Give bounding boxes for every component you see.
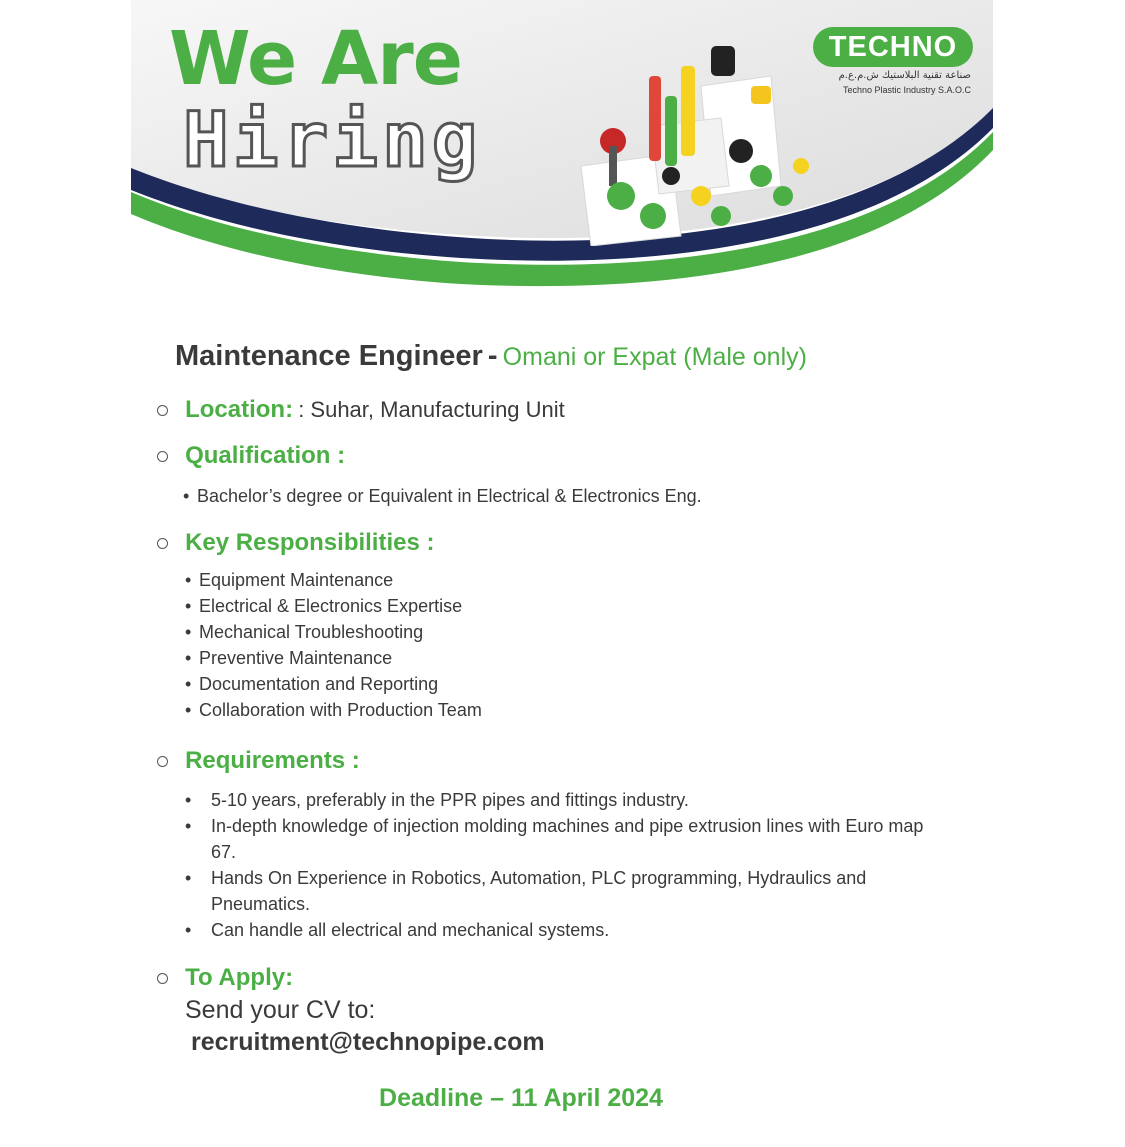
requirements-section — [157, 747, 360, 775]
list-item: • Equipment Maintenance — [185, 567, 482, 593]
job-title: Maintenance Engineer — [175, 340, 483, 372]
qualification-list — [183, 483, 702, 509]
bullet-dot-icon: • — [183, 486, 190, 506]
techno-logo — [813, 27, 973, 67]
list-item: • Hands On Experience in Robotics, Automation, PLC programming, Hydraulics and Pneumatics. — [185, 865, 931, 917]
circle-bullet-icon — [157, 405, 168, 416]
responsibilities-section — [157, 529, 435, 557]
logo-arabic-name: صناعة تقنية البلاستيك ش.م.ع.م — [838, 70, 971, 81]
requirements-label: Requirements : — [185, 747, 360, 774]
bullet-dot-icon: • — [185, 570, 192, 590]
headline-we-are: We Are — [169, 16, 462, 102]
qualification-section — [157, 442, 345, 470]
apply-instruction: Send your CV to: — [185, 996, 376, 1024]
bullet-dot-icon: • — [185, 596, 192, 616]
bullet-dot-icon: • — [185, 674, 192, 694]
job-title-line — [175, 340, 807, 373]
bullet-dot-icon: • — [185, 920, 192, 940]
bullet-dot-icon: • — [185, 816, 192, 836]
hiring-poster — [131, 0, 993, 1147]
circle-bullet-icon — [157, 973, 168, 984]
list-item: • 5-10 years, preferably in the PPR pipes and fittings industry. — [185, 787, 931, 813]
responsibilities-label: Key Responsibilities : — [185, 529, 435, 556]
bullet-dot-icon: • — [185, 700, 192, 720]
list-item: • Electrical & Electronics Expertise — [185, 593, 482, 619]
location-value: : Suhar, Manufacturing Unit — [298, 397, 565, 422]
apply-label: To Apply: — [185, 964, 294, 991]
apply-email-link[interactable]: recruitment@technopipe.com — [191, 1028, 545, 1056]
pipe-fittings-image — [561, 36, 811, 246]
list-item: • Can handle all electrical and mechanical systems. — [185, 917, 931, 943]
job-title-dash: - — [487, 340, 498, 372]
deadline: Deadline – 11 April 2024 — [379, 1084, 663, 1112]
list-item: • Mechanical Troubleshooting — [185, 619, 482, 645]
headline-hiring: Hiring — [183, 95, 482, 184]
bullet-dot-icon: • — [185, 622, 192, 642]
list-item: • Preventive Maintenance — [185, 645, 482, 671]
job-eligibility: Omani or Expat (Male only) — [502, 343, 807, 371]
location-label: Location: — [185, 396, 294, 423]
list-item: • Collaboration with Production Team — [185, 697, 482, 723]
list-item: • In-depth knowledge of injection molding machines and pipe extrusion lines with Euro map 67. — [185, 813, 931, 865]
bullet-dot-icon: • — [185, 648, 192, 668]
location-section — [157, 396, 565, 424]
circle-bullet-icon — [157, 538, 168, 549]
circle-bullet-icon — [157, 756, 168, 767]
requirements-list — [185, 787, 931, 943]
responsibilities-list — [185, 567, 482, 723]
list-item: • Bachelor’s degree or Equivalent in Electrical & Electronics Eng. — [183, 483, 702, 509]
bullet-dot-icon: • — [185, 868, 192, 888]
bullet-dot-icon: • — [185, 790, 192, 810]
apply-section — [157, 964, 293, 992]
poster-header — [131, 0, 993, 300]
circle-bullet-icon — [157, 451, 168, 462]
logo-text: TECHNO — [813, 27, 973, 67]
qualification-label: Qualification : — [185, 442, 346, 469]
logo-company-name: Techno Plastic Industry S.A.O.C — [842, 85, 971, 95]
list-item: • Documentation and Reporting — [185, 671, 482, 697]
